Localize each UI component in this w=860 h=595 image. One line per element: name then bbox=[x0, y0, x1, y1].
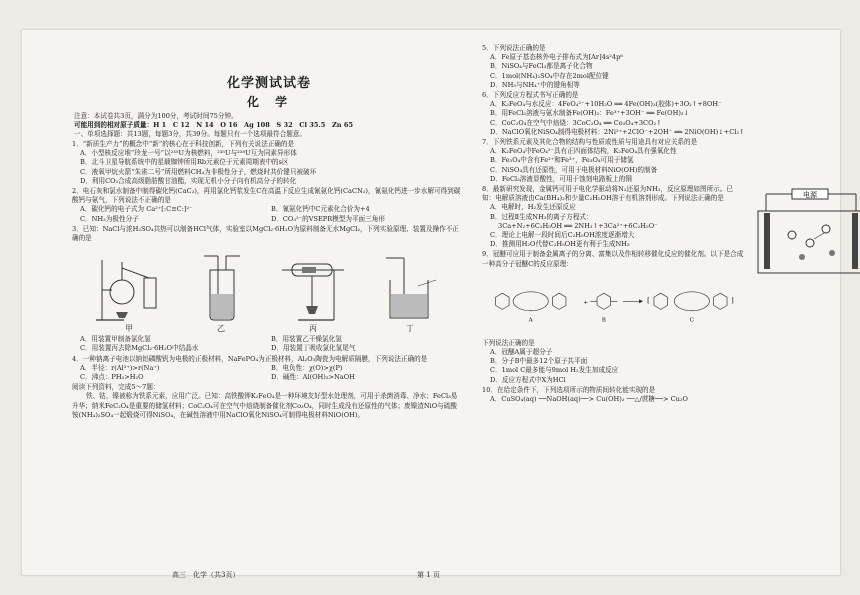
gas-washing-bottle-icon bbox=[196, 250, 246, 322]
option: D．NaClO氧化NiSO₄制得电极材料：2Ni²⁺+2ClO⁻+2OH⁻ ══ 2NiO(OH)↓+Cl₂↑ bbox=[490, 127, 745, 136]
option: B．用FeCl₃溶液与氨水制备Fe(OH)₃：Fe³⁺+3OH⁻ ══ Fe(OH)₃↓ bbox=[490, 109, 690, 118]
passage-text: 铁、钴、镍被称为铁系元素，应用广泛。已知：高铁酸钾K₂FeO₄是一种环境友好型水处理剂，可用于杀菌消毒、净水；FeCl₃易升华；纳米FeC₂O₄是重要的储氢材料；CoC₂O₄可在空气中焙烧制备催化剂Co₃O₄，同时生成没有还原性的气体；废镍渣NiO与硫酸铵(NH₄)₂SO₄一起煅烧可得NiSO₄，在碱性溶液中用NaClO氧化NiSO₄可制得电极材料NiO(OH)。 bbox=[72, 392, 458, 419]
option: A．Fe原子基态核外电子排布式为[Ar]4s²4p⁶ bbox=[490, 53, 623, 62]
option: C．沸点：PH₃>H₂O bbox=[80, 373, 144, 382]
apparatus-label: 甲 bbox=[125, 324, 133, 334]
apparatus-yi bbox=[196, 250, 246, 333]
option-equation: 3Ca+N₂+6C₂H₅OH ══ 2NH₃↑+3Ca²⁺+6C₂H₅O⁻ bbox=[498, 221, 658, 230]
option: C．1mol(NH₄)₂SO₄中存在2mol配位键 bbox=[490, 71, 609, 80]
option: D．FeCl₃溶液显酸性，可用于蚀刻电路板上的铜 bbox=[490, 174, 632, 183]
option: C．用装置丙去除MgCl₂·6H₂O中结晶水 bbox=[80, 344, 199, 353]
crown-ether-reaction-scheme bbox=[482, 271, 746, 337]
question-1 bbox=[72, 140, 462, 186]
option-row bbox=[72, 344, 462, 353]
exam-page bbox=[22, 30, 840, 579]
footer-left: 高三 化学（共3页） bbox=[172, 571, 240, 579]
option: D．NH₃与NH₄⁺中的键角相等 bbox=[490, 80, 580, 89]
svg-text:]: ] bbox=[731, 296, 734, 305]
option: B．北斗卫星导航系统中的星载铷钟所用Rb元素位于元素周期表中的s区 bbox=[80, 158, 289, 167]
option: B．分子B中最多12个原子共平面 bbox=[490, 357, 588, 366]
notice-text: 注意：本试卷共3页，满分为100分，考试时间75分钟。 bbox=[74, 112, 238, 120]
option-row bbox=[72, 364, 462, 373]
left-column bbox=[72, 140, 462, 421]
structure-label: C bbox=[689, 317, 694, 324]
passage-intro: 阅读下列资料，完成5～7题： bbox=[72, 383, 160, 392]
option: D．反应方程式中X为HCl bbox=[490, 375, 566, 384]
option: A．小型核反应堆“玲龙一号”以²³⁵U为核燃料，²³⁵U与²³⁸U互为同素异形体 bbox=[80, 149, 297, 158]
svg-text:+: + bbox=[583, 299, 589, 306]
section-heading: 一、单项选择题：共13题，每题3分，共39分。每题只有一个选项最符合题意。 bbox=[74, 130, 306, 139]
option: A．冠醚A属于超分子 bbox=[490, 348, 553, 357]
option: A．碳化钙的电子式为 Ca²⁺[:C≡C:]²⁻ bbox=[80, 205, 193, 214]
option: D．利用CO₂合成高级脂肪酸甘油酯，实现无机小分子向有机高分子的转化 bbox=[80, 176, 297, 185]
question-9-stem: 9．冠醚可应用于制备金属离子的分离、富集以及作相转移催化反应的催化剂。以下是合成一种高分子冠醚C的反应原理： bbox=[482, 250, 744, 268]
option-row bbox=[72, 205, 462, 214]
option: B．氰氨化钙中C元素化合价为+4 bbox=[271, 205, 370, 214]
apparatus-label: 丙 bbox=[309, 324, 317, 334]
question-10 bbox=[482, 386, 860, 404]
option: C．NiSO₄具有还原性，可用于电极材料NiO(OH)的制备 bbox=[490, 165, 658, 174]
apparatus-label: 乙 bbox=[217, 324, 225, 334]
beaker-absorption-icon bbox=[380, 250, 440, 322]
exam-subtitle: 化 学 bbox=[247, 95, 294, 109]
lab-apparatus-row bbox=[72, 243, 462, 335]
apparatus-ding bbox=[380, 250, 440, 333]
option: A．电解时，H₂发生还原反应 bbox=[490, 203, 576, 212]
question-9-tail: 下列说法正确的是 bbox=[482, 338, 535, 347]
option: C．1mol C最多能与9mol H₂发生加成反应 bbox=[490, 366, 619, 375]
question-3-stem: 3．已知：NaCl与浓H₂SO₄共热可以制备HCl气体，实验室以MgCl₂·6H₂O为原料制备无水MgCl₂，下列实验原理、装置及操作不正确的是 bbox=[72, 224, 459, 243]
question-4-stem: 4．一种钠离子电池以钠铝磷酸钒为电极的正极材料，NaFePO₄为正极材料，Al₂O₃陶瓷为电解质隔膜，下列说法正确的是 bbox=[72, 354, 428, 363]
footer-page-number: 第 1 页 bbox=[417, 571, 440, 579]
option: C．理论上电解一段时间后C₂H₅OH浓度逐渐增大 bbox=[490, 231, 635, 240]
electrolysis-diagram bbox=[752, 187, 860, 275]
option: D．碱性：Al(OH)₃>NaOH bbox=[271, 373, 355, 382]
question-7-stem: 7．下列铁系元素及其化合物的结构与性质或性质与用途具有对应关系的是 bbox=[482, 138, 698, 147]
option: A．CuSO₄(aq) ──NaOH(aq)──> Cu(OH)₂ ──△/蔗糖──> Cu₂O bbox=[490, 395, 688, 404]
structure-label: B bbox=[601, 317, 606, 324]
option-row bbox=[72, 215, 462, 224]
option: D．推测用H₂O代替C₂H₅OH更有利于生成NH₃ bbox=[490, 240, 630, 249]
question-4 bbox=[72, 355, 462, 383]
right-column bbox=[482, 44, 860, 405]
option: C．液氧甲烷火箭“朱雀二号”所用燃料CH₄为非极性分子，燃烧时共价键只被破坏 bbox=[80, 167, 317, 176]
reading-passage bbox=[72, 383, 462, 420]
option: D．CO₃²⁻的VSEPR模型为平面三角形 bbox=[271, 214, 385, 223]
option: A．K₂FeO₄与水反应：4FeO₄²⁻+10H₂O ══ 4Fe(OH)₃(胶体)+3O₂↑+8OH⁻ bbox=[490, 100, 722, 109]
structure-label: A bbox=[528, 317, 533, 324]
question-2-stem: 2．电石灰和氯水制备中制得碳化钙(CaC₂)，再用氯化钙浆发生C在高温下反应生成氰氨化钙(CaCN₂)，氰氨化钙进一步水解可得到碳酸钙与氨气，下列说法不正确的是 bbox=[72, 187, 461, 205]
option: C．CoC₂O₄在空气中焙烧：3CoC₂O₄ ══ Co₃O₄+3CO₂↑ bbox=[490, 118, 662, 127]
exam-title: 化学测试试卷 bbox=[227, 76, 312, 91]
option: A．半径：r(Al³⁺)>r(Na⁺) bbox=[80, 363, 160, 372]
option: B．过程Ⅱ生成NH₃的离子方程式： bbox=[490, 212, 593, 221]
apparatus-jia bbox=[94, 250, 164, 333]
option: B．用装置乙干燥氯化氢 bbox=[271, 335, 342, 344]
question-1-stem: 1．“新质生产力”的概念中“新”的核心在于科技创新，下列有关说法正确的是 bbox=[72, 140, 295, 148]
question-8 bbox=[482, 185, 860, 249]
electrolysis-cell-icon bbox=[752, 187, 860, 275]
distillation-apparatus-icon bbox=[94, 250, 164, 322]
option: A．用装置甲制备氯化氢 bbox=[80, 335, 151, 344]
option: B．NiSO₄与FeCl₃都是离子化合物 bbox=[490, 62, 593, 71]
question-5 bbox=[482, 44, 860, 90]
option: D．用装置丁吸收氯化氢尾气 bbox=[271, 344, 356, 353]
crown-ether-structures-icon bbox=[482, 272, 746, 336]
question-2 bbox=[72, 187, 462, 224]
option: C．NH₃为极性分子 bbox=[80, 214, 139, 223]
apparatus-bing bbox=[278, 250, 348, 333]
question-3 bbox=[72, 225, 462, 354]
heating-tube-apparatus-icon bbox=[278, 250, 348, 322]
question-6-stem: 6．下列反应方程式书写正确的是 bbox=[482, 91, 579, 100]
option: B．电负性：χ(O)>χ(P) bbox=[271, 363, 343, 372]
question-10-stem: 10．在给定条件下，下列选项所示的物质间转化能实现的是 bbox=[482, 385, 656, 394]
apparatus-label: 丁 bbox=[406, 324, 414, 334]
atomic-masses: 可能用到的相对原子质量：H 1 C 12 N 14 O 16 Ag 108 S 32 Cl 35.5 Zn 65 bbox=[74, 121, 354, 130]
option-row bbox=[72, 373, 462, 382]
question-5-stem: 5．下列说法正确的是 bbox=[482, 44, 546, 52]
exam-header bbox=[74, 112, 454, 140]
question-8-stem: 8．最新研究发现，金属钙可用于电化学驱动将N₂还原为NH₃，反应原理如图所示。已知：电解质溶液由Ca(BH₄)₂和少量C₂H₅OH溶于有机溶剂形成。下列说法正确的是 bbox=[482, 185, 733, 203]
option: A．K₂FeO₄中FeO₄²⁻具有正四面体结构，K₂FeO₄具有强氧化性 bbox=[490, 147, 677, 156]
question-6 bbox=[482, 91, 860, 137]
option: B．Fe₃O₄中含有Fe²⁺和Fe³⁺，Fe₃O₄可用于储氢 bbox=[490, 156, 634, 165]
svg-text:[: [ bbox=[647, 296, 650, 305]
power-source-label: 电源 bbox=[803, 191, 817, 200]
question-7 bbox=[482, 138, 860, 184]
